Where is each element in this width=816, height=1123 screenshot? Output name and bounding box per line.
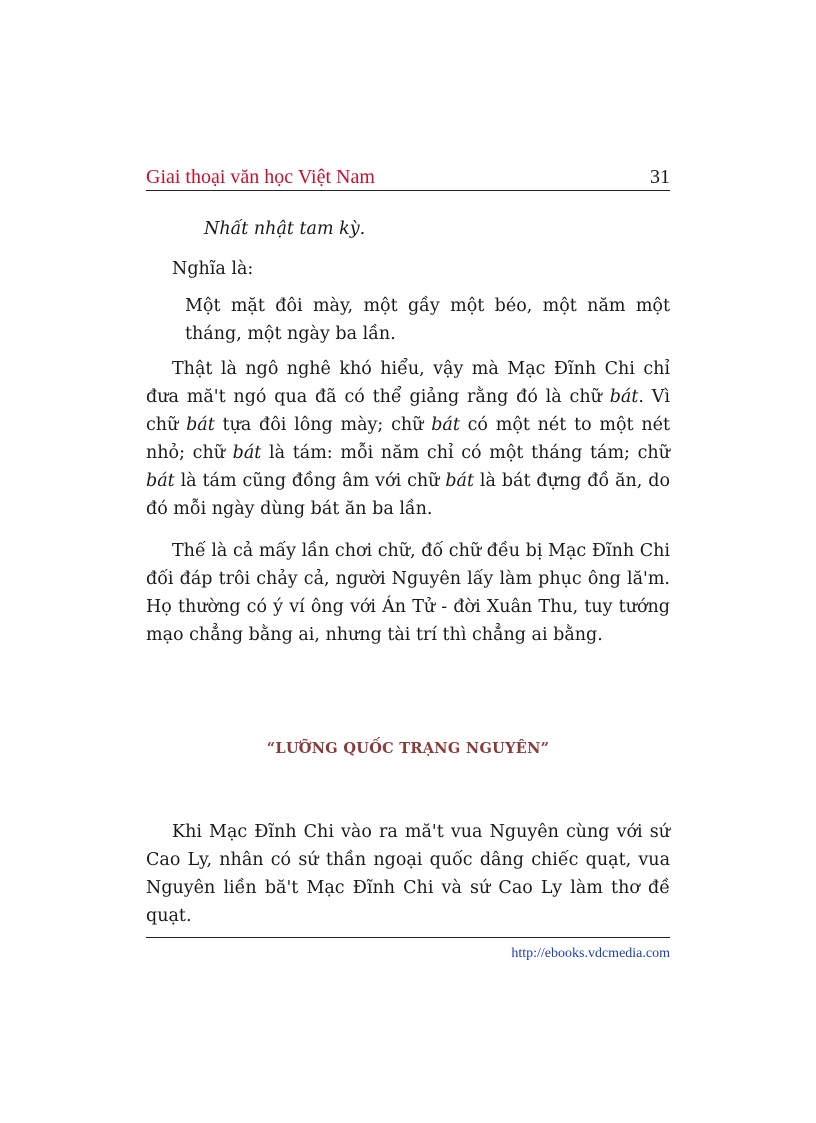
paragraph-story-start: Khi Mạc Đĩnh Chi vào ra mă't vua Nguyên cùng với sứ Cao Ly, nhân có sứ thần ngoại quốc dâng chiếc quạt, vua Nguyên liền bă't Mạc Đĩnh Chi và sứ Cao Ly làm thơ đề quạt. [146,822,670,926]
footer-divider [146,937,670,938]
text-run: là bát đựng đồ ăn, do đó mỗi ngày dùng bát ăn ba lần. [146,471,670,519]
section-title: “LƯỠNG QUỐC TRẠNG NGUYÊN” [266,740,550,757]
page-header [146,164,670,191]
paragraph-conclusion: Thế là cả mấy lần chơi chữ, đố chữ đều bị Mạc Đĩnh Chi đối đáp trôi chảy cả, người Nguyên lấy làm phục ông lă'm. Họ thường có ý ví ông với Án Tử - đời Xuân Thu, tuy tướng mạo chẳng bằng ai, nhưng tài trí thì chẳng ai bằng. [146,541,670,645]
verse-line: Nhất nhật tam kỳ. [204,219,366,239]
meaning-label: Nghĩa là: [172,259,254,279]
emphasis-word: bát [445,471,474,491]
text-run: Thật là ngô nghê khó hiểu, vậy mà Mạc Đĩnh Chi chỉ đưa mă't ngó qua đã có thể giảng rằng đó là chữ [146,359,670,407]
paragraph-explanation [146,355,670,523]
page-number: 31 [650,166,670,188]
meaning-quote: Một mặt đôi mày, một gầy một béo, một năm một tháng, một ngày ba lần. [185,296,670,344]
source-link[interactable]: http://ebooks.vdcmedia.com [511,946,670,961]
text-run: là tám cũng đồng âm với chữ [174,471,446,491]
emphasis-word: bát [609,387,639,407]
book-page [146,0,670,1123]
text-run: là tám: mỗi năm chỉ có một tháng tám; chữ [261,443,670,463]
text-run: tựa đôi lông mày; chữ [214,415,432,435]
emphasis-word: bát [431,415,460,435]
running-title: Giai thoại văn học Việt Nam [146,166,375,188]
text-run: . Vì chữ [146,387,670,435]
emphasis-word: bát [146,471,175,491]
emphasis-word: bát [186,415,215,435]
text-run: có một nét to một nét nhỏ; chữ [146,415,670,463]
emphasis-word: bát [232,443,262,463]
